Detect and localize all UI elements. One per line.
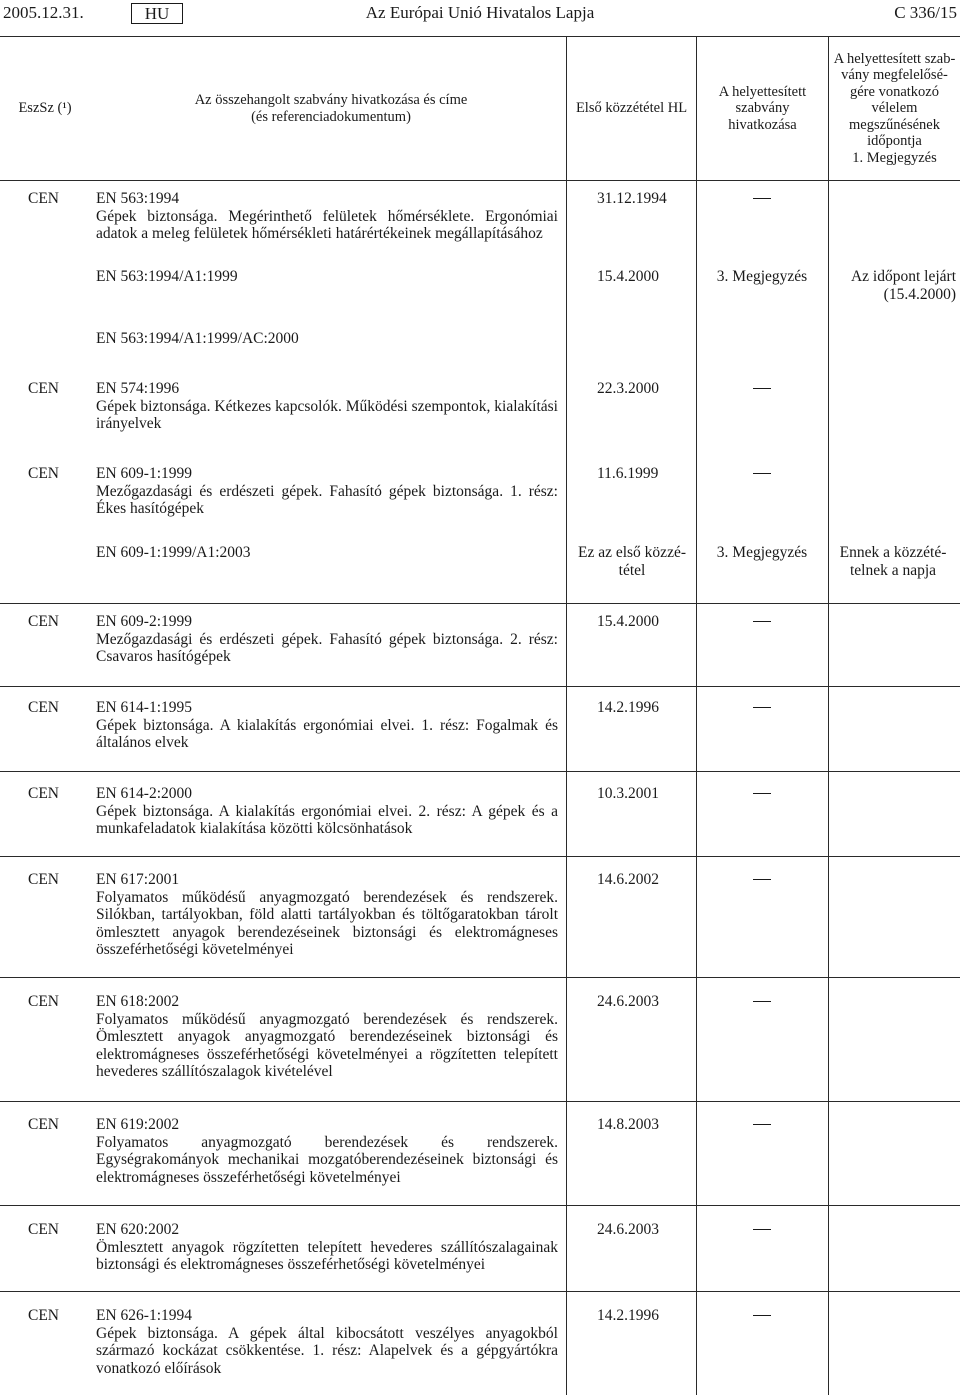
- superseded-dash: [697, 871, 827, 889]
- standard-title: Ömlesztett anyagok rögzítetten telepített hevederes szállítószalagainak biztonsági és elektromágneses összeférhetőségi követelményei: [96, 1238, 558, 1273]
- header-cessation-date: A helyettesített szab- vány megfelelősé- gére vonatkozó vélelem megszűnésének időpontja 1. Megjegyzés: [833, 50, 956, 166]
- esz-code: CEN: [28, 1116, 59, 1133]
- first-publication-date: 22.3.2000: [597, 380, 659, 397]
- first-publication-date: 14.8.2003: [597, 1116, 659, 1133]
- standard-reference: EN 609-2:1999: [96, 613, 193, 630]
- standard-reference: EN 563:1994: [96, 190, 180, 207]
- standard-title: Folyamatos működésű anyagmozgató berendezések és rendszerek. Ömlesztett anyagok anyagmozgató berendezéseinek biztonsági és elektromágneses összeférhetőségi követelményei a rögzítetten telepített hevederes szállítószalagok kivételével: [96, 1010, 558, 1080]
- first-publication-date: 15.4.2000: [597, 613, 659, 630]
- first-publication-date: 14.2.1996: [597, 699, 659, 716]
- row-divider: [0, 771, 960, 772]
- esz-code: CEN: [28, 190, 59, 207]
- standard-reference: EN 626-1:1994: [96, 1307, 193, 1324]
- esz-code: CEN: [28, 1221, 59, 1238]
- first-publication-date: 10.3.2001: [597, 785, 659, 802]
- first-publication-date: 14.2.1996: [597, 1307, 659, 1324]
- page-running-header: [0, 3, 960, 23]
- table-header-rule: [0, 180, 960, 181]
- standard-title: Mezőgazdasági és erdészeti gépek. Fahasító gépek biztonsága. 1. rész: Ékes hasítógépek: [96, 482, 558, 517]
- first-publication-date: 11.6.1999: [597, 465, 659, 482]
- superseded-dash: [697, 993, 827, 1011]
- publication-date: 2005.12.31.: [3, 3, 84, 22]
- esz-code: CEN: [28, 380, 59, 397]
- row-divider: [0, 856, 960, 857]
- superseded-note: 3. Megjegyzés: [716, 544, 808, 561]
- esz-code: CEN: [28, 993, 59, 1010]
- standard-title: Gépek biztonsága. A kialakítás ergonómiai elvei. 1. rész: Fogalmak és általános elvek: [96, 716, 558, 751]
- header-superseded-standard: A helyettesített szabvány hivatkozása: [718, 83, 807, 133]
- standard-reference: EN 563:1994/A1:1999: [96, 268, 238, 285]
- standard-reference: EN 619:2002: [96, 1116, 180, 1133]
- standard-reference: EN 618:2002: [96, 993, 180, 1010]
- language-badge: HU: [131, 3, 183, 24]
- superseded-dash: [697, 1116, 827, 1134]
- standard-reference: EN 563:1994/A1:1999/AC:2000: [96, 330, 299, 347]
- row-divider: [0, 1205, 960, 1206]
- cessation-date: Ennek a közzété- telnek a napja: [839, 544, 947, 579]
- row-divider: [0, 686, 960, 687]
- superseded-dash: [697, 699, 827, 717]
- standard-reference: EN 614-1:1995: [96, 699, 193, 716]
- esz-code: CEN: [28, 785, 59, 802]
- column-rule: [828, 36, 829, 1395]
- row-divider: [0, 977, 960, 978]
- standard-title: Gépek biztonsága. A gépek által kibocsátott veszélyes anyagokból származó kockázat csökkentése. 1. rész: Alapelvek és a gépgyártókra vonatkozó előírások: [96, 1324, 558, 1377]
- superseded-dash: [697, 785, 827, 803]
- header-first-publication: Első közzététel HL: [575, 100, 688, 117]
- standard-title: Folyamatos működésű anyagmozgató berendezések és rendszerek. Silókban, tartályokban, föld alatti tartályokban és töltőgaratokban tárolt ömlesztett anyagok berendezéseinek biztonsági és elektromágneses összeférhetőségi követelményei: [96, 888, 558, 958]
- standard-title: Mezőgazdasági és erdészeti gépek. Fahasító gépek biztonsága. 2. rész: Csavaros hasítógépek: [96, 630, 558, 665]
- standard-reference: EN 614-2:2000: [96, 785, 193, 802]
- standard-title: Gépek biztonsága. Megérinthető felületek hőmérséklete. Ergonómiai adatok a meleg felületek hőmérsékleti határértékeinek megállapításához: [96, 207, 558, 242]
- standard-cell: [96, 190, 558, 243]
- first-publication-date: 14.6.2002: [597, 871, 659, 888]
- standard-reference: EN 609-1:1999: [96, 465, 193, 482]
- standard-reference: EN 574:1996: [96, 380, 180, 397]
- journal-title: Az Európai Unió Hivatalos Lapja: [365, 3, 595, 22]
- superseded-dash: [697, 380, 827, 398]
- row-divider: [0, 1101, 960, 1102]
- header-esz: EszSz (¹): [18, 100, 72, 117]
- row-divider: [0, 603, 960, 604]
- cessation-date: Az időpont lejárt (15.4.2000): [850, 268, 956, 303]
- esz-code: CEN: [28, 1307, 59, 1324]
- standard-reference: EN 617:2001: [96, 871, 180, 888]
- first-publication-date: 15.4.2000: [597, 268, 659, 285]
- esz-code: CEN: [28, 871, 59, 888]
- superseded-dash: [697, 465, 827, 483]
- esz-code: CEN: [28, 613, 59, 630]
- superseded-dash: [697, 1221, 827, 1239]
- first-publication-date: 24.6.2003: [597, 1221, 659, 1238]
- first-publication-date: Ez az első közzé- tétel: [577, 544, 686, 579]
- first-publication-date: 31.12.1994: [597, 190, 667, 207]
- standard-reference: EN 620:2002: [96, 1221, 180, 1238]
- standard-title: Gépek biztonsága. Kétkezes kapcsolók. Működési szempontok, kialakítási irányelvek: [96, 397, 558, 432]
- standard-reference: EN 609-1:1999/A1:2003: [96, 544, 251, 561]
- superseded-dash: [697, 1307, 827, 1325]
- column-rule: [566, 36, 567, 1395]
- esz-code: CEN: [28, 465, 59, 482]
- standard-title: Gépek biztonsága. A kialakítás ergonómiai elvei. 2. rész: A gépek és a munkafeladatok kialakítása közötti kölcsönhatások: [96, 802, 558, 837]
- standard-title: Folyamatos anyagmozgató berendezések és rendszerek. Egységrakományok mechanikai mozgatóberendezéseinek biztonsági és elektromágneses összeférhetőségi követelményei: [96, 1133, 558, 1186]
- page-reference: C 336/15: [894, 3, 957, 22]
- row-divider: [0, 1291, 960, 1292]
- esz-code: CEN: [28, 699, 59, 716]
- header-standard: Az összehangolt szabvány hivatkozása és címe (és referenciadokumentum): [194, 92, 468, 125]
- first-publication-date: 24.6.2003: [597, 993, 659, 1010]
- superseded-dash: [697, 613, 827, 631]
- superseded-dash: [697, 190, 827, 208]
- superseded-note: 3. Megjegyzés: [716, 268, 808, 285]
